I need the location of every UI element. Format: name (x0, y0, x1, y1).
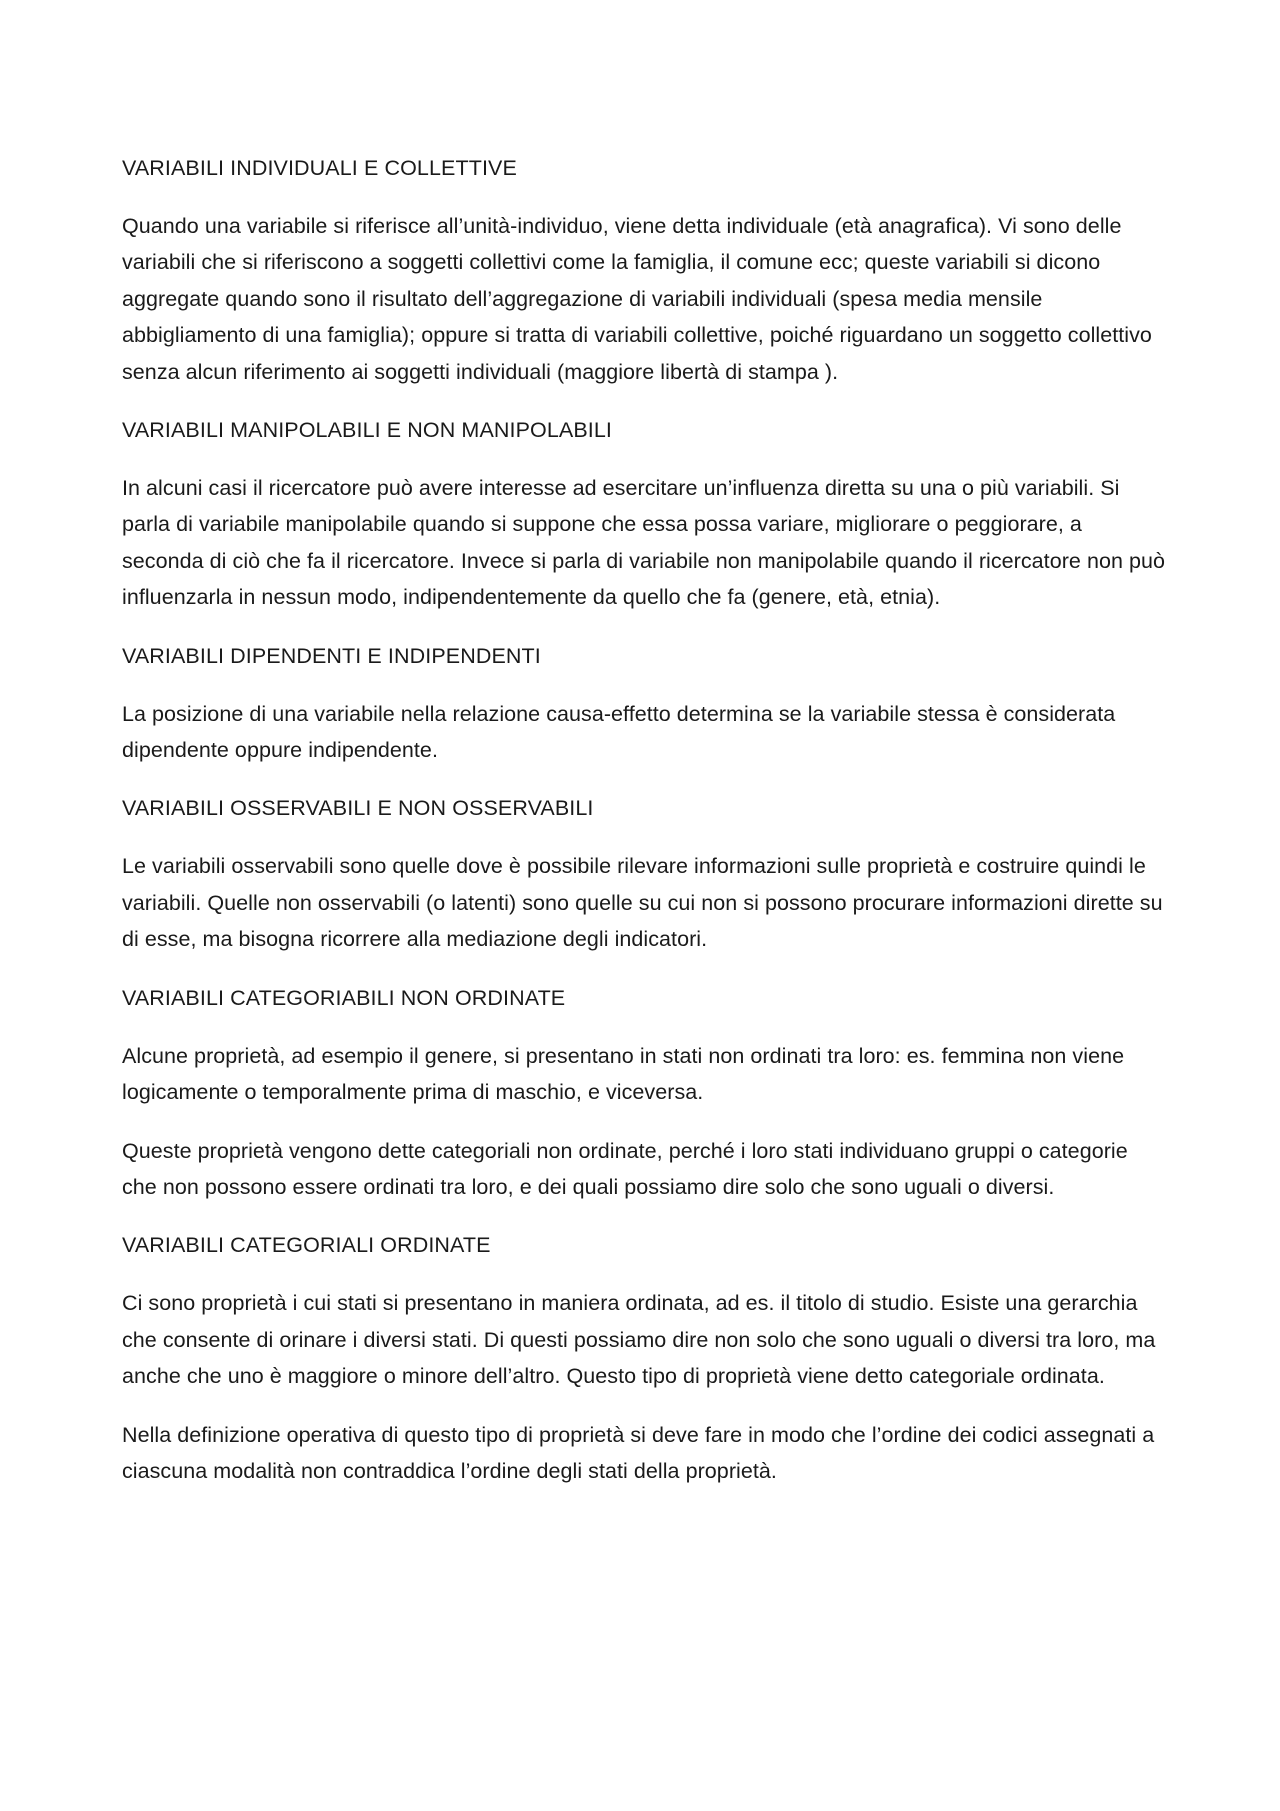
paragraph: Quando una variabile si riferisce all’unità-individuo, viene detta individuale (età anagrafica). Vi sono delle variabili che si riferiscono a soggetti collettivi come la famiglia, il comune ecc; queste variabili si dicono aggregate quando sono il risultato dell’aggregazione di variabili individuali (spesa media mensile abbigliamento di una famiglia); oppure si tratta di variabili collettive, poiché riguardano un soggetto collettivo senza alcun riferimento ai soggetti individuali (maggiore libertà di stampa ). (122, 214, 1152, 384)
section-heading: VARIABILI MANIPOLABILI E NON MANIPOLABILI (122, 418, 612, 443)
paragraph: Le variabili osservabili sono quelle dove è possibile rilevare informazioni sulle proprietà e costruire quindi le variabili. Quelle non osservabili (o latenti) sono quelle su cui non si possono procurare informazioni dirette su di esse, ma bisogna ricorrere alla mediazione degli indicatori. (122, 854, 1163, 952)
section-heading: VARIABILI OSSERVABILI E NON OSSERVABILI (122, 796, 594, 821)
paragraph: Nella definizione operativa di questo tipo di proprietà si deve fare in modo che l’ordine dei codici assegnati a ciascuna modalità non contraddica l’ordine degli stati della proprietà. (122, 1422, 1155, 1483)
paragraph: Queste proprietà vengono dette categoriali non ordinate, perché i loro stati individuano gruppi o categorie che non possono essere ordinati tra loro, e dei quali possiamo dire solo che sono uguali o diversi. (122, 1138, 1128, 1199)
section-heading: VARIABILI DIPENDENTI E INDIPENDENTI (122, 643, 541, 668)
section-heading: VARIABILI INDIVIDUALI E COLLETTIVE (122, 156, 517, 180)
paragraph: La posizione di una variabile nella relazione causa-effetto determina se la variabile stessa è considerata dipendente oppure indipendente. (122, 701, 1116, 763)
section-heading: VARIABILI CATEGORIABILI NON ORDINATE (122, 985, 566, 1010)
paragraph: In alcuni casi il ricercatore può avere interesse ad esercitare un’influenza diretta su una o più variabili. Si parla di variabile manipolabile quando si suppone che essa possa variare, migliorare o peggiorare, a seconda di ciò che fa il ricercatore. Invece si parla di variabile non manipolabile quando il ricercatore non può influenzarla in nessun modo, indipendentemente da quello che fa (genere, età, etnia). (122, 476, 1166, 610)
paragraph: Ci sono proprietà i cui stati si presentano in maniera ordinata, ad es. il titolo di studio. Esiste una gerarchia che consente di orinare i diversi stati. Di questi possiamo dire non solo che sono uguali o diversi tra loro, ma anche che uno è maggiore o minore dell’altro. Questo tipo di proprietà viene detto categoriale ordinata. (122, 1291, 1156, 1389)
document-page (122, 150, 1167, 1511)
section-heading: VARIABILI CATEGORIALI ORDINATE (122, 1233, 491, 1258)
paragraph: Alcune proprietà, ad esempio il genere, si presentano in stati non ordinati tra loro: es. femmina non viene logicamente o temporalmente prima di maschio, e viceversa. (122, 1043, 1125, 1105)
